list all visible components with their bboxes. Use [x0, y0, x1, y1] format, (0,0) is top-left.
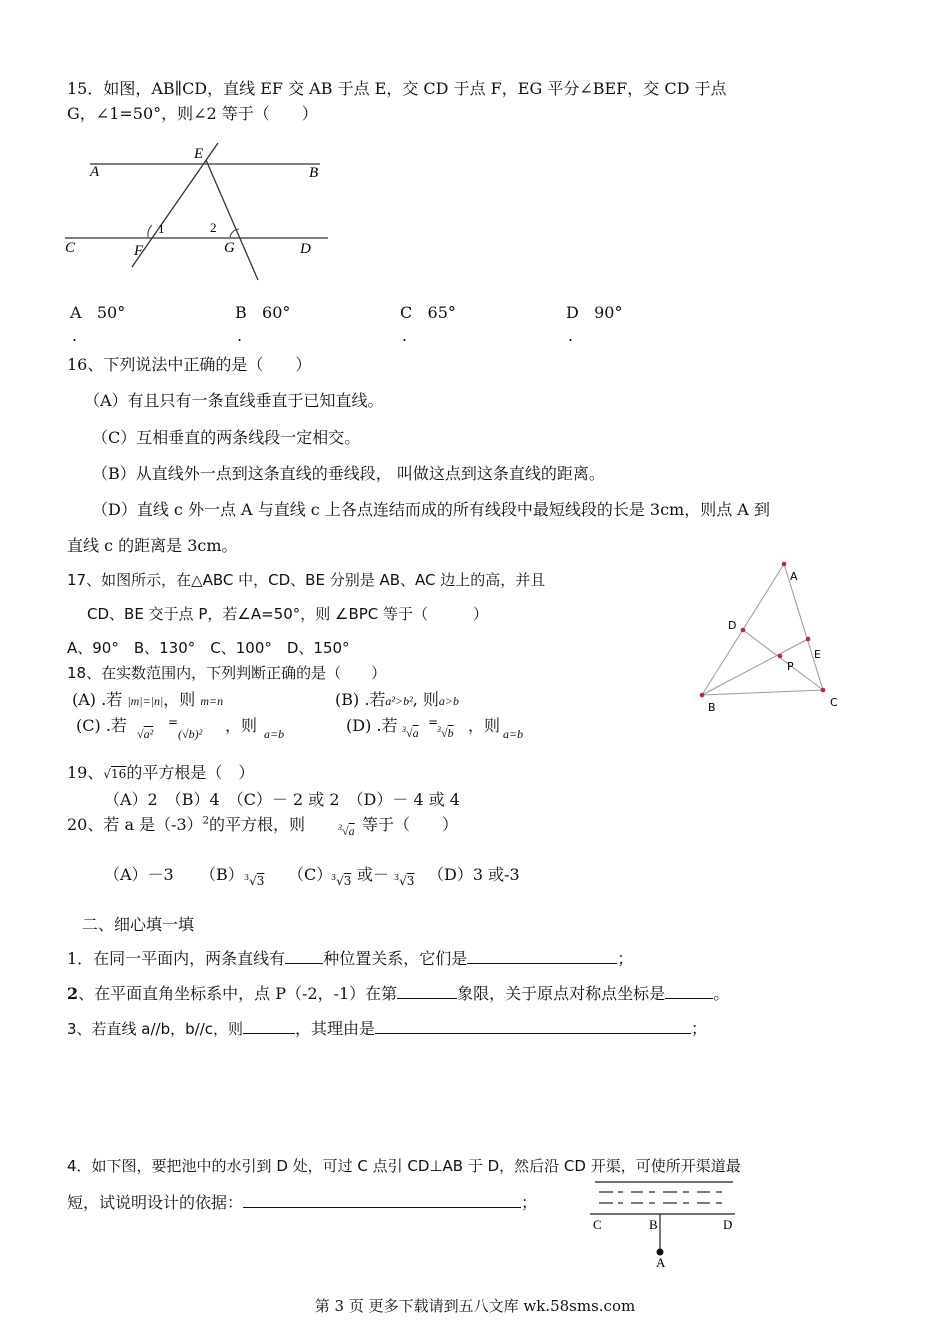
- q16-option-d-line1: （D）直线 c 外一点 A 与直线 c 上各点连结而成的所有线段中最短线段的长是 3cm，则点 A 到: [92, 500, 770, 519]
- q15-option-dot: .: [72, 326, 78, 345]
- fill-2: 2、在平面直角坐标系中，点 P（-2，-1）在第 象限，关于原点对称点坐标是 。: [67, 984, 730, 1003]
- q18-c-result: a=b: [264, 727, 285, 741]
- q20-stem-end: 等于（ ）: [362, 815, 459, 834]
- label-d: D: [723, 1217, 733, 1232]
- q20-cube-root-a: $^3$√a: [338, 823, 355, 838]
- q18-option-a: (A) .若 |m|=|n|，则 m=n: [72, 690, 224, 709]
- q18-c-eq: =: [168, 715, 179, 729]
- q17-options: A、90° B、130° C、100° D、150°: [67, 639, 350, 657]
- q17-stem-line2: CD、BE 交于点 P，若∠A=50°，则 ∠BPC 等于（ ）: [87, 605, 489, 623]
- point-c: [821, 688, 826, 693]
- q16-option-a: （A）有且只有一条直线垂直于已知直线。: [84, 391, 384, 410]
- q20-option-c: （C）: [288, 865, 333, 884]
- fill-3-blank-result[interactable]: [243, 1019, 295, 1034]
- point-a: [782, 562, 787, 567]
- line-ef: [132, 143, 218, 267]
- point-e: [806, 637, 811, 642]
- label-a: A: [656, 1255, 666, 1270]
- q15-option-a: A 50°: [70, 303, 126, 322]
- fill-4-line1: 4．如下图，要把池中的水引到 D 处，可过 C 点引 CD⊥AB 于 D，然后沿 CD 开渠，可使所开渠道最: [67, 1157, 741, 1175]
- label-c: C: [65, 240, 76, 256]
- q18-c-rhs: (√b)²: [178, 727, 203, 741]
- label-c: C: [830, 696, 838, 709]
- point-b: [700, 693, 705, 698]
- label-a: A: [90, 164, 100, 180]
- label-d: D: [300, 241, 311, 257]
- fill-3-blank-reason[interactable]: [375, 1019, 691, 1034]
- q15-figure: [60, 140, 340, 290]
- q18-option-d: (D) .若: [346, 716, 398, 735]
- q20-option-b-value: $^3$√3: [244, 873, 265, 888]
- q20-option-c-value2: $^3$√3: [394, 873, 415, 888]
- label-a: A: [790, 570, 798, 583]
- q20-option-b: （B）: [200, 865, 244, 884]
- section2-heading: 二、细心填一填: [82, 915, 195, 934]
- label-c: C: [593, 1217, 602, 1232]
- label-b: B: [649, 1217, 658, 1232]
- point-p: [778, 654, 783, 659]
- q15-option-dot: .: [568, 326, 574, 345]
- pond-water: [599, 1192, 722, 1203]
- q19-stem: 19、√16的平方根是（ ）: [67, 763, 255, 782]
- q17-figure: [690, 555, 850, 715]
- fill-4-line2: 短，试说明设计的依据： ；: [67, 1193, 538, 1212]
- fill-1-blank-count[interactable]: [285, 949, 323, 964]
- q16-option-b: （B）从直线外一点到这条直线的垂线段， 叫做这点到这条直线的距离。: [92, 464, 605, 483]
- fill-2-blank-quadrant[interactable]: [397, 984, 457, 999]
- fill-4-blank-basis[interactable]: [243, 1193, 521, 1208]
- q20-option-d: （D）3 或-3: [428, 865, 520, 884]
- fill-3: 3、若直线 a//b，b//c，则 ，其理由是 ；: [67, 1019, 708, 1038]
- angle-1-arc: [148, 225, 152, 237]
- q15-option-b: B 60°: [235, 303, 291, 322]
- label-d: D: [728, 619, 737, 632]
- q17-stem-line1: 17、如图所示，在△ABC 中，CD、BE 分别是 AB、AC 边上的高，并且: [67, 571, 546, 589]
- q18-d-rhs: $^3$√b: [437, 725, 454, 740]
- fill-4-figure: [585, 1180, 745, 1270]
- q18-option-c: (C) .若: [76, 716, 127, 735]
- label-b: B: [708, 701, 716, 714]
- altitude-cd: [743, 630, 823, 690]
- q19-options: （A）2 （B）4 （C）－ 2 或 2 （D）－ 4 或 4: [104, 790, 460, 809]
- label-b: B: [309, 165, 319, 181]
- label-p: P: [787, 660, 794, 673]
- q15-option-d: D 90°: [566, 303, 623, 322]
- fill-2-blank-coords[interactable]: [665, 984, 713, 999]
- q20-stem: 20、若 a 是$(-3)^2$的平方根，则: [67, 815, 306, 834]
- q16-option-d-line2: 直线 c 的距离是 3cm。: [67, 536, 238, 555]
- q16-stem: 16、下列说法中正确的是（ ）: [67, 355, 312, 374]
- page-footer: 第 3 页 更多下载请到五八文库 wk.58sms.com: [314, 1297, 636, 1315]
- label-1: 1: [158, 221, 165, 236]
- q18-d-eq: =: [428, 715, 439, 729]
- label-g: G: [224, 240, 235, 256]
- q16-option-c: （C）互相垂直的两条线段一定相交。: [92, 428, 361, 447]
- fill-1-blank-types[interactable]: [467, 949, 617, 964]
- q20-option-c-or: 或－: [357, 865, 390, 884]
- q15-option-dot: .: [237, 326, 243, 345]
- q15-option-c: C 65°: [400, 303, 456, 322]
- q20-option-c-value: $^3$√3: [331, 873, 352, 888]
- q18-d-lhs: $^3$√a: [402, 725, 419, 740]
- q18-option-b: (B) .若a²>b², 则a>b: [335, 690, 460, 709]
- q18-c-then: ，则: [225, 716, 258, 735]
- fill-1: 1．在同一平面内，两条直线有 种位置关系，它们是 ；: [67, 949, 634, 968]
- label-f: F: [134, 243, 144, 259]
- side-bc: [702, 690, 823, 695]
- point-d: [741, 628, 746, 633]
- q18-stem: 18、在实数范围内，下列判断正确的是（ ）: [67, 664, 387, 682]
- q18-d-result: a=b: [503, 727, 524, 741]
- q18-c-lhs: √a²: [137, 727, 154, 741]
- q20-option-a: （A）－3: [104, 865, 174, 884]
- q18-d-then: ，则: [468, 716, 501, 735]
- label-e: E: [194, 146, 204, 162]
- label-e: E: [814, 648, 821, 661]
- q15-option-dot: .: [402, 326, 408, 345]
- q15-stem-line1: 15．如图，AB∥CD，直线 EF 交 AB 于点 E，交 CD 于点 F，EG 平分∠BEF，交 CD 于点: [67, 79, 727, 98]
- q15-stem-line2: G，∠1=50°，则∠2 等于（ ）: [67, 104, 318, 123]
- label-2: 2: [210, 220, 217, 235]
